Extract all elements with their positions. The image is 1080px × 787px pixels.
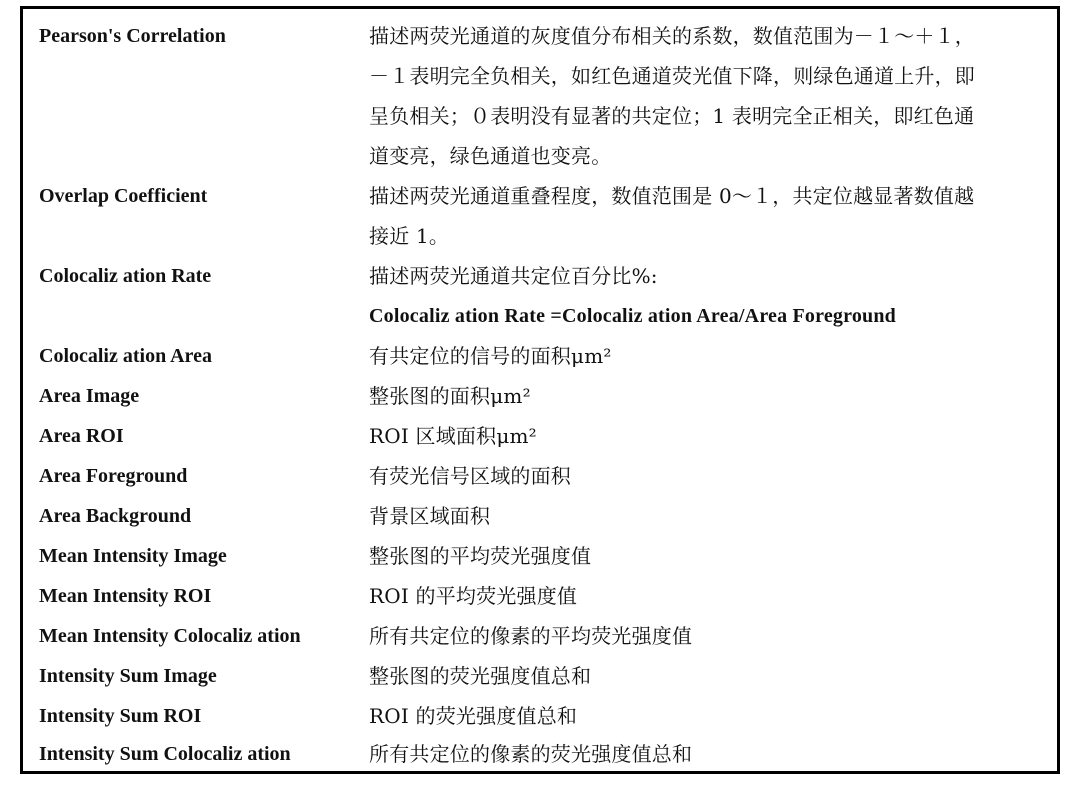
desc-area-foreground xyxy=(369,456,1055,496)
desc-colocalization-rate xyxy=(369,256,1055,336)
desc-area-roi xyxy=(369,416,1055,456)
term-mean-intensity-roi: Mean Intensity ROI xyxy=(39,585,212,607)
term-mean-intensity-colocalization: Mean Intensity Colocaliz ation xyxy=(39,625,301,647)
term-overlap-coefficient: Overlap Coefficient xyxy=(39,185,208,207)
definition-table xyxy=(20,6,1060,774)
desc-mean-intensity-image xyxy=(369,536,1055,576)
desc-line: 描述两荧光通道共定位百分比%: xyxy=(369,264,658,288)
desc-line: 呈负相关；０表明没有显著的共定位；1 表明完全正相关，即红色通 xyxy=(369,104,975,128)
desc-line: ROI 的荧光强度值总和 xyxy=(369,704,578,728)
term-intensity-sum-colocalization: Intensity Sum Colocaliz ation xyxy=(39,743,291,765)
term-intensity-sum-image: Intensity Sum Image xyxy=(39,665,217,687)
desc-intensity-sum-image xyxy=(369,656,1055,696)
desc-line: －１表明完全负相关，如红色通道荧光值下降，则绿色通道上升，即 xyxy=(369,64,975,88)
term-area-foreground: Area Foreground xyxy=(39,465,188,487)
desc-line: 所有共定位的像素的平均荧光强度值 xyxy=(369,624,693,648)
term-colocalization-rate: Colocaliz ation Rate xyxy=(39,265,212,287)
desc-line: 有共定位的信号的面积μm² xyxy=(369,344,612,368)
desc-area-background xyxy=(369,496,1055,536)
desc-line: ROI 区域面积μm² xyxy=(369,424,537,448)
desc-area-image xyxy=(369,376,1055,416)
desc-line: 整张图的面积μm² xyxy=(369,384,531,408)
desc-line: 有荧光信号区域的面积 xyxy=(369,464,571,488)
term-pearsons-correlation: Pearson's Correlation xyxy=(39,25,226,47)
term-area-image: Area Image xyxy=(39,385,140,407)
term-area-roi: Area ROI xyxy=(39,425,124,447)
desc-intensity-sum-roi xyxy=(369,696,1055,736)
desc-line: 描述两荧光通道重叠程度，数值范围是 0～１，共定位越显著数值越 xyxy=(369,184,975,208)
desc-pearsons-correlation xyxy=(369,16,1055,176)
desc-line: 背景区域面积 xyxy=(369,504,491,528)
desc-intensity-sum-colocalization xyxy=(369,734,1055,774)
term-mean-intensity-image: Mean Intensity Image xyxy=(39,545,227,567)
desc-mean-intensity-roi xyxy=(369,576,1055,616)
desc-mean-intensity-colocalization xyxy=(369,616,1055,656)
desc-line: 整张图的荧光强度值总和 xyxy=(369,664,592,688)
desc-line: 描述两荧光通道的灰度值分布相关的系数，数值范围为－１～＋１， xyxy=(369,24,975,48)
colocalization-rate-formula: Colocaliz ation Rate =Colocaliz ation Area/Area Foreground xyxy=(369,305,897,327)
desc-colocalization-area xyxy=(369,336,1055,376)
desc-line: ROI 的平均荧光强度值 xyxy=(369,584,578,608)
desc-overlap-coefficient xyxy=(369,176,1055,256)
term-colocalization-area: Colocaliz ation Area xyxy=(39,345,212,367)
desc-line: 整张图的平均荧光强度值 xyxy=(369,544,592,568)
desc-line: 道变亮，绿色通道也变亮。 xyxy=(369,144,612,168)
term-area-background: Area Background xyxy=(39,505,192,527)
desc-line: 所有共定位的像素的荧光强度值总和 xyxy=(369,742,693,766)
term-intensity-sum-roi: Intensity Sum ROI xyxy=(39,705,202,727)
desc-line: 接近 1。 xyxy=(369,224,450,248)
